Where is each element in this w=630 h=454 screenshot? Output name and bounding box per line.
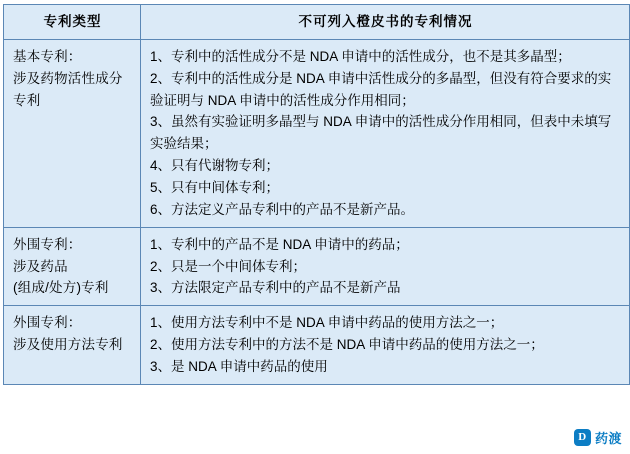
patent-type-line: (组成/处方)专利 <box>13 280 109 296</box>
table-body <box>4 39 630 384</box>
patent-type-line: 专利 <box>13 92 41 108</box>
excluded-case-item: 2、专利中的活性成分是 NDA 申请中活性成分的多晶型，但没有符合要求的实验证明与 NDA 申请中的活性成分作用相同； <box>150 70 612 108</box>
patent-type-line: 外围专利： <box>13 315 82 331</box>
table-row <box>4 306 630 385</box>
excluded-case-item: 5、只有中间体专利； <box>150 180 280 196</box>
excluded-case-item: 3、方法限定产品专利中的产品不是新产品 <box>150 280 401 296</box>
patent-type-line: 外围专利： <box>13 236 82 252</box>
patent-type-cell <box>4 306 141 385</box>
excluded-case-item: 2、使用方法专利中的方法不是 NDA 申请中药品的使用方法之一； <box>150 337 544 353</box>
table-row <box>4 39 630 227</box>
patent-type-cell <box>4 39 141 227</box>
excluded-cases-cell <box>141 306 630 385</box>
excluded-case-item: 1、专利中的产品不是 NDA 申请中的药品； <box>150 236 409 252</box>
excluded-case-item: 3、虽然有实验证明多晶型与 NDA 申请中的活性成分作用相同，但表中未填写实验结果； <box>150 114 612 152</box>
excluded-case-item: 2、只是一个中间体专利； <box>150 258 307 274</box>
patent-type-line: 涉及药物活性成分 <box>13 70 123 86</box>
watermark-text: 药渡 <box>594 431 622 446</box>
excluded-case-item: 1、使用方法专利中不是 NDA 申请中药品的使用方法之一； <box>150 315 504 331</box>
column-header-patent-type: 专利类型 <box>4 5 141 40</box>
brand-mark-icon: D <box>574 429 591 446</box>
patent-orange-book-table <box>3 4 630 385</box>
excluded-case-item: 6、方法定义产品专利中的产品不是新产品。 <box>150 201 415 217</box>
patent-type-line: 涉及药品 <box>13 258 68 274</box>
excluded-case-item: 3、是 NDA 申请中药品的使用 <box>150 359 328 375</box>
excluded-case-item: 4、只有代谢物专利； <box>150 158 280 174</box>
excluded-cases-cell <box>141 39 630 227</box>
patent-type-line: 涉及使用方法专利 <box>13 337 123 353</box>
table-header-row <box>4 5 630 40</box>
excluded-cases-cell <box>141 227 630 306</box>
watermark-logo <box>574 428 622 447</box>
table-header <box>4 5 630 40</box>
table-row <box>4 227 630 306</box>
patent-type-cell <box>4 227 141 306</box>
excluded-case-item: 1、专利中的活性成分不是 NDA 申请中的活性成分，也不是其多晶型； <box>150 48 571 64</box>
patent-type-line: 基本专利： <box>13 48 82 64</box>
document-page <box>0 4 630 454</box>
column-header-excluded-cases: 不可列入橙皮书的专利情况 <box>141 5 630 40</box>
